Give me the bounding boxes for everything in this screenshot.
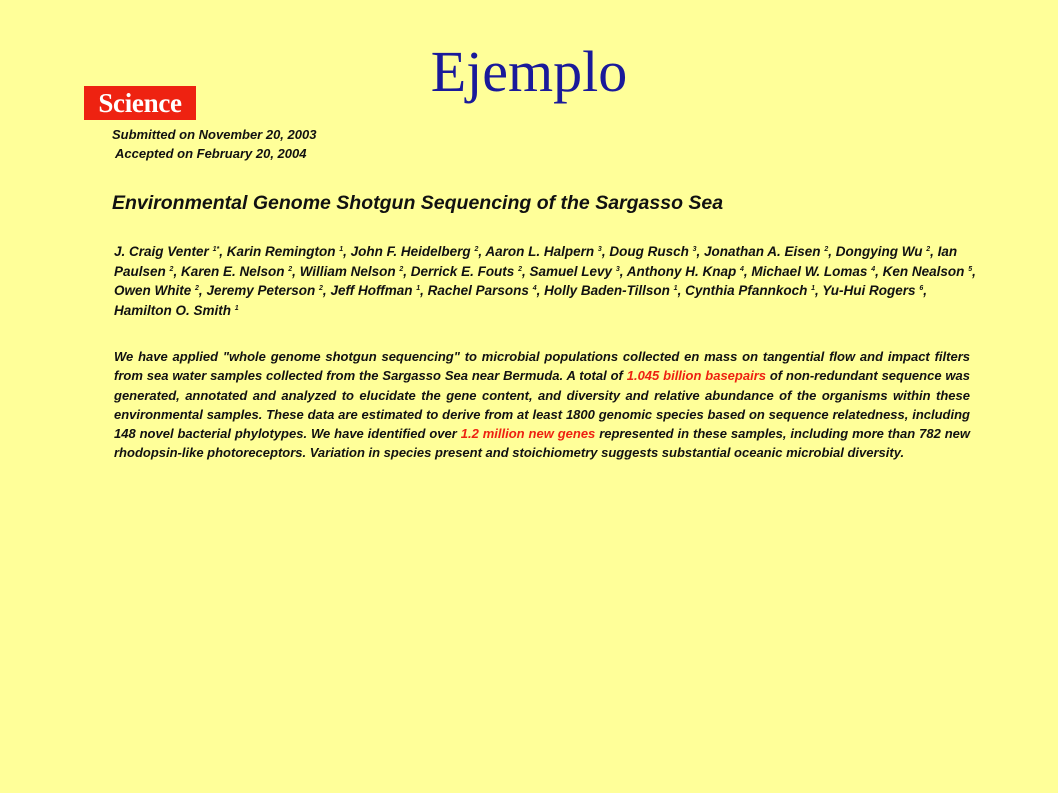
author-affiliation: 4 xyxy=(871,265,876,273)
author-affiliation: 2 xyxy=(399,265,404,273)
author-name: Holly Baden-Tillson xyxy=(544,283,670,298)
science-logo: Science xyxy=(84,86,196,120)
author-affiliation: 2 xyxy=(319,285,323,292)
author-affiliation: 1 xyxy=(234,304,239,312)
highlight-new-genes: 1.2 million new genes xyxy=(460,426,596,442)
author-name: Anthony H. Knap xyxy=(626,263,737,279)
author-name: Jonathan A. Eisen xyxy=(704,244,821,259)
author-name: Aaron L. Halpern xyxy=(485,244,595,259)
author-name: Samuel Levy xyxy=(529,263,613,279)
author-affiliation: 3 xyxy=(692,246,697,253)
author-name: Dongying Wu xyxy=(835,244,923,259)
submission-dates xyxy=(112,125,316,163)
author-affiliation: 4 xyxy=(532,285,537,292)
author-name: Michael W. Lomas xyxy=(751,263,868,279)
author-name: J. Craig Venter xyxy=(114,244,209,259)
author-name: Yu-Hui Rogers xyxy=(822,283,916,298)
abstract xyxy=(114,347,970,463)
author-name: Karin Remington xyxy=(226,244,336,259)
author-name: Cynthia Pfannkoch xyxy=(685,283,808,298)
abstract-text: represented in these samples, including more than 782 new rhodopsin-like photoreceptors. Variation in species present and stoichiometry suggests substantial oceanic microbial diversity. xyxy=(114,426,971,461)
author-affiliation: 2 xyxy=(195,285,199,292)
author-name: Karen E. Nelson xyxy=(180,263,285,279)
author-affiliation: 2 xyxy=(518,265,522,273)
author-name: Derrick E. Fouts xyxy=(410,263,515,279)
author-name: Jeremy Peterson xyxy=(206,283,316,298)
paper-title: Environmental Genome Shotgun Sequencing of the Sargasso Sea xyxy=(112,192,724,214)
author-affiliation: 2 xyxy=(288,265,293,273)
author-list: J. Craig Venter $^{1*}$, Karin Remington $^1$, John F. Heidelberg $^2$, Aaron L. Halpern $^3$, Doug Rusch $^3$, Jonathan A. Eisen $^2$, Dongying Wu $^2$, Ian Paulsen $^2$, Karen E. Nelson $^2$, William Nelson $^2$, Derrick E. Fouts $^2$, Samuel Levy $^3$, Anthony H. Knap $^4$, Michael W. Lomas $^4$, Ken Nealson $^5$, Owen White $^2$, Jeremy Peterson $^2$, Jeff Hoffman $^1$, Rachel Parsons $^4$, Holly Baden-Tillson $^1$, Cynthia Pfannkoch $^1$, Yu-Hui Rogers $^6$, Hamilton O. Smith $^1$ xyxy=(114,244,976,318)
author-name: William Nelson xyxy=(299,263,396,279)
submitted-date: Submitted on November 20, 2003 xyxy=(112,127,317,142)
author-name: Ian Paulsen xyxy=(114,244,958,279)
author-name: Doug Rusch xyxy=(609,244,689,259)
author-affiliation: 1 xyxy=(811,285,816,292)
author-affiliation: 3 xyxy=(615,265,620,273)
slide-title: Ejemplo xyxy=(430,39,628,104)
author-affiliation: 5 xyxy=(968,265,973,273)
abstract-text: of non-redundant sequence was generated, annotated and analyzed to elucidate the gene content, and diversity and relative abundance of the organisms within these environmental samples. These data are estimated to derive from at least 1800 genomic species based on sequence relatedness, including 148 novel bacterial phylotypes. We have identified over xyxy=(114,368,970,442)
author-affiliation: 1 xyxy=(339,246,344,253)
author-affiliation: 6 xyxy=(919,285,924,292)
author-affiliation: 3 xyxy=(597,246,602,253)
author-affiliation: 2 xyxy=(169,265,174,273)
author-affiliation: 1 xyxy=(673,285,678,292)
author-name: Ken Nealson xyxy=(882,263,965,279)
author-name: John F. Heidelberg xyxy=(350,244,471,259)
author-affiliation: 4 xyxy=(740,265,744,273)
author-name: Owen White xyxy=(114,283,192,298)
accepted-date: Accepted on February 20, 2004 xyxy=(115,146,307,161)
author-name: Rachel Parsons xyxy=(427,283,529,298)
author-name: Hamilton O. Smith xyxy=(114,302,232,318)
author-affiliation: 2 xyxy=(474,246,479,253)
author-affiliation: 1 xyxy=(416,285,421,292)
author-affiliation: 1* xyxy=(212,246,220,253)
author-name: Jeff Hoffman xyxy=(330,283,413,298)
highlight-basepairs: 1.045 billion basepairs xyxy=(626,368,766,384)
author-affiliation: 2 xyxy=(824,246,829,253)
author-affiliation: 2 xyxy=(926,246,931,253)
abstract-text: We have applied "whole genome shotgun sequencing" to microbial populations collected en mass on tangential flow and impact filters from sea water samples collected from the Sargasso Sea near Bermuda. A total of xyxy=(114,349,970,384)
